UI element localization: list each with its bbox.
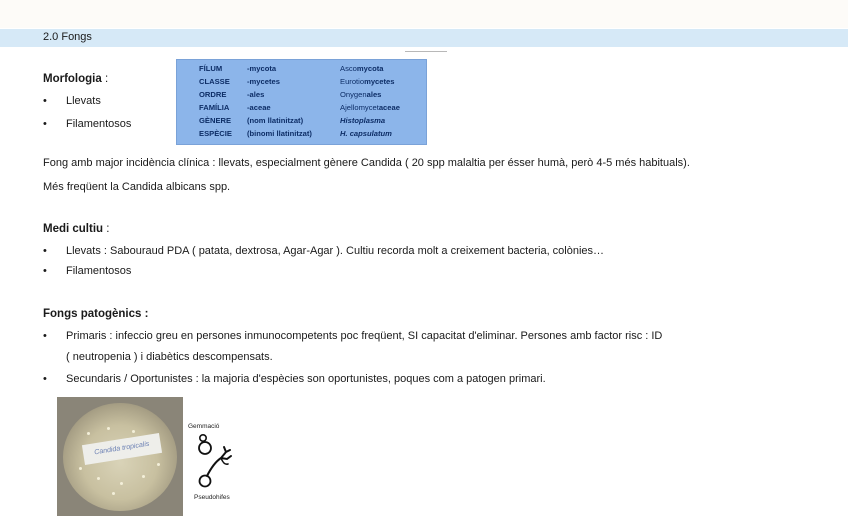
taxonomy-example	[340, 63, 383, 74]
colony-dot	[79, 467, 82, 470]
medi-heading-text: Medi cultiu	[43, 223, 104, 235]
taxonomy-example	[340, 128, 392, 139]
taxonomy-rank: FAMÍLIA	[199, 103, 230, 112]
taxonomy-suffix: (binomi llatinitzat)	[247, 129, 312, 138]
list-item-text: Llevats : Sabouraud PDA ( patata, dextrosa, Agar-Agar ). Cultiu recorda molt a creixement bacteria, colònies…	[66, 245, 605, 257]
bullet-icon: •	[43, 95, 47, 107]
taxonomy-example-post: ales	[366, 90, 382, 99]
taxonomy-example-post: mycota	[356, 64, 384, 73]
morfologia-heading-suffix: :	[101, 73, 109, 85]
medi-heading	[43, 223, 109, 235]
taxonomy-example	[340, 76, 394, 87]
taxonomy-example	[340, 115, 385, 126]
taxonomy-suffix: -mycetes	[247, 77, 280, 86]
taxonomy-example-pre: Onygen	[340, 90, 367, 99]
taxonomy-suffix: -ales	[247, 90, 265, 99]
taxonomy-rank: FÍLUM	[199, 64, 223, 73]
colony-dot	[132, 430, 135, 433]
bullet-icon: •	[43, 330, 47, 342]
taxonomy-rank: GÈNERE	[199, 116, 232, 125]
list-item-text: Llevats	[66, 95, 101, 107]
taxonomy-row	[177, 63, 428, 74]
budding-label: Gemmació	[188, 423, 220, 430]
bullet-icon: •	[43, 265, 47, 277]
pseudohyphae-label: Pseudohifes	[194, 494, 230, 501]
colony-dot	[142, 475, 145, 478]
colony-dot	[112, 492, 115, 495]
taxonomy-example-post: aceae	[378, 103, 400, 112]
colony-dot	[87, 432, 90, 435]
taxonomy-example	[340, 102, 400, 113]
colony-dot	[157, 463, 160, 466]
plate-label: Candida tropicalis	[82, 433, 162, 465]
bullet-icon: •	[43, 245, 47, 257]
taxonomy-rank: ESPÈCIE	[199, 129, 232, 138]
section-header	[0, 29, 848, 47]
taxonomy-example-pre: H. capsulatum	[340, 129, 392, 138]
taxonomy-rank: CLASSE	[199, 77, 230, 86]
taxonomy-rank: ORDRE	[199, 90, 227, 99]
morfologia-heading	[43, 73, 108, 85]
list-item-continuation: ( neutropenia ) i diabètics descompensats.	[66, 351, 273, 363]
colony-dot	[107, 427, 110, 430]
taxonomy-row	[177, 115, 428, 126]
taxonomy-example	[340, 89, 381, 100]
taxonomy-example-pre: Asco	[340, 64, 357, 73]
petri-dish-photo	[57, 397, 183, 516]
list-item-text: Filamentosos	[66, 118, 132, 130]
taxonomy-row	[177, 128, 428, 139]
colony-dot	[97, 477, 100, 480]
intro-line-1: Fong amb major incidència clínica : llevats, especialment gènere Candida ( 20 spp malaltia per ésser humà, però 4-5 més habituals).	[43, 157, 690, 169]
taxonomy-row	[177, 89, 428, 100]
taxonomy-row	[177, 76, 428, 87]
top-strip	[0, 0, 848, 28]
taxonomy-table	[176, 59, 427, 145]
colony-dot	[120, 482, 123, 485]
bullet-icon: •	[43, 373, 47, 385]
patogenics-heading: Fongs patogènics :	[43, 308, 149, 320]
list-item-text: Secundaris / Oportunistes : la majoria d'espècies son oportunistes, poques com a patogen primari.	[66, 373, 546, 385]
taxonomy-suffix: -aceae	[247, 103, 271, 112]
medi-heading-suffix: :	[103, 223, 110, 235]
list-item-text: Primaris : infeccio greu en persones inmunocompetents poc freqüent, SI capacitat d'eliminar. Persones amb factor risc : ID	[66, 330, 663, 342]
taxonomy-suffix: (nom llatinitzat)	[247, 116, 304, 125]
taxonomy-example-pre: Eurotio	[340, 77, 365, 86]
list-item-text: Filamentosos	[66, 265, 132, 277]
section-title: 2.0 Fongs	[43, 31, 92, 43]
yeast-sketch-icon	[193, 432, 241, 494]
intro-line-2: Més freqüent la Candida albicans spp.	[43, 181, 231, 193]
morfologia-heading-text: Morfologia	[43, 73, 102, 85]
bullet-icon: •	[43, 118, 47, 130]
taxonomy-suffix: -mycota	[247, 64, 277, 73]
divider	[405, 51, 447, 52]
taxonomy-row	[177, 102, 428, 113]
taxonomy-example-post: mycetes	[364, 77, 395, 86]
taxonomy-example-pre: Histoplasma	[340, 116, 386, 125]
taxonomy-example-pre: Ajellomycet	[340, 103, 379, 112]
